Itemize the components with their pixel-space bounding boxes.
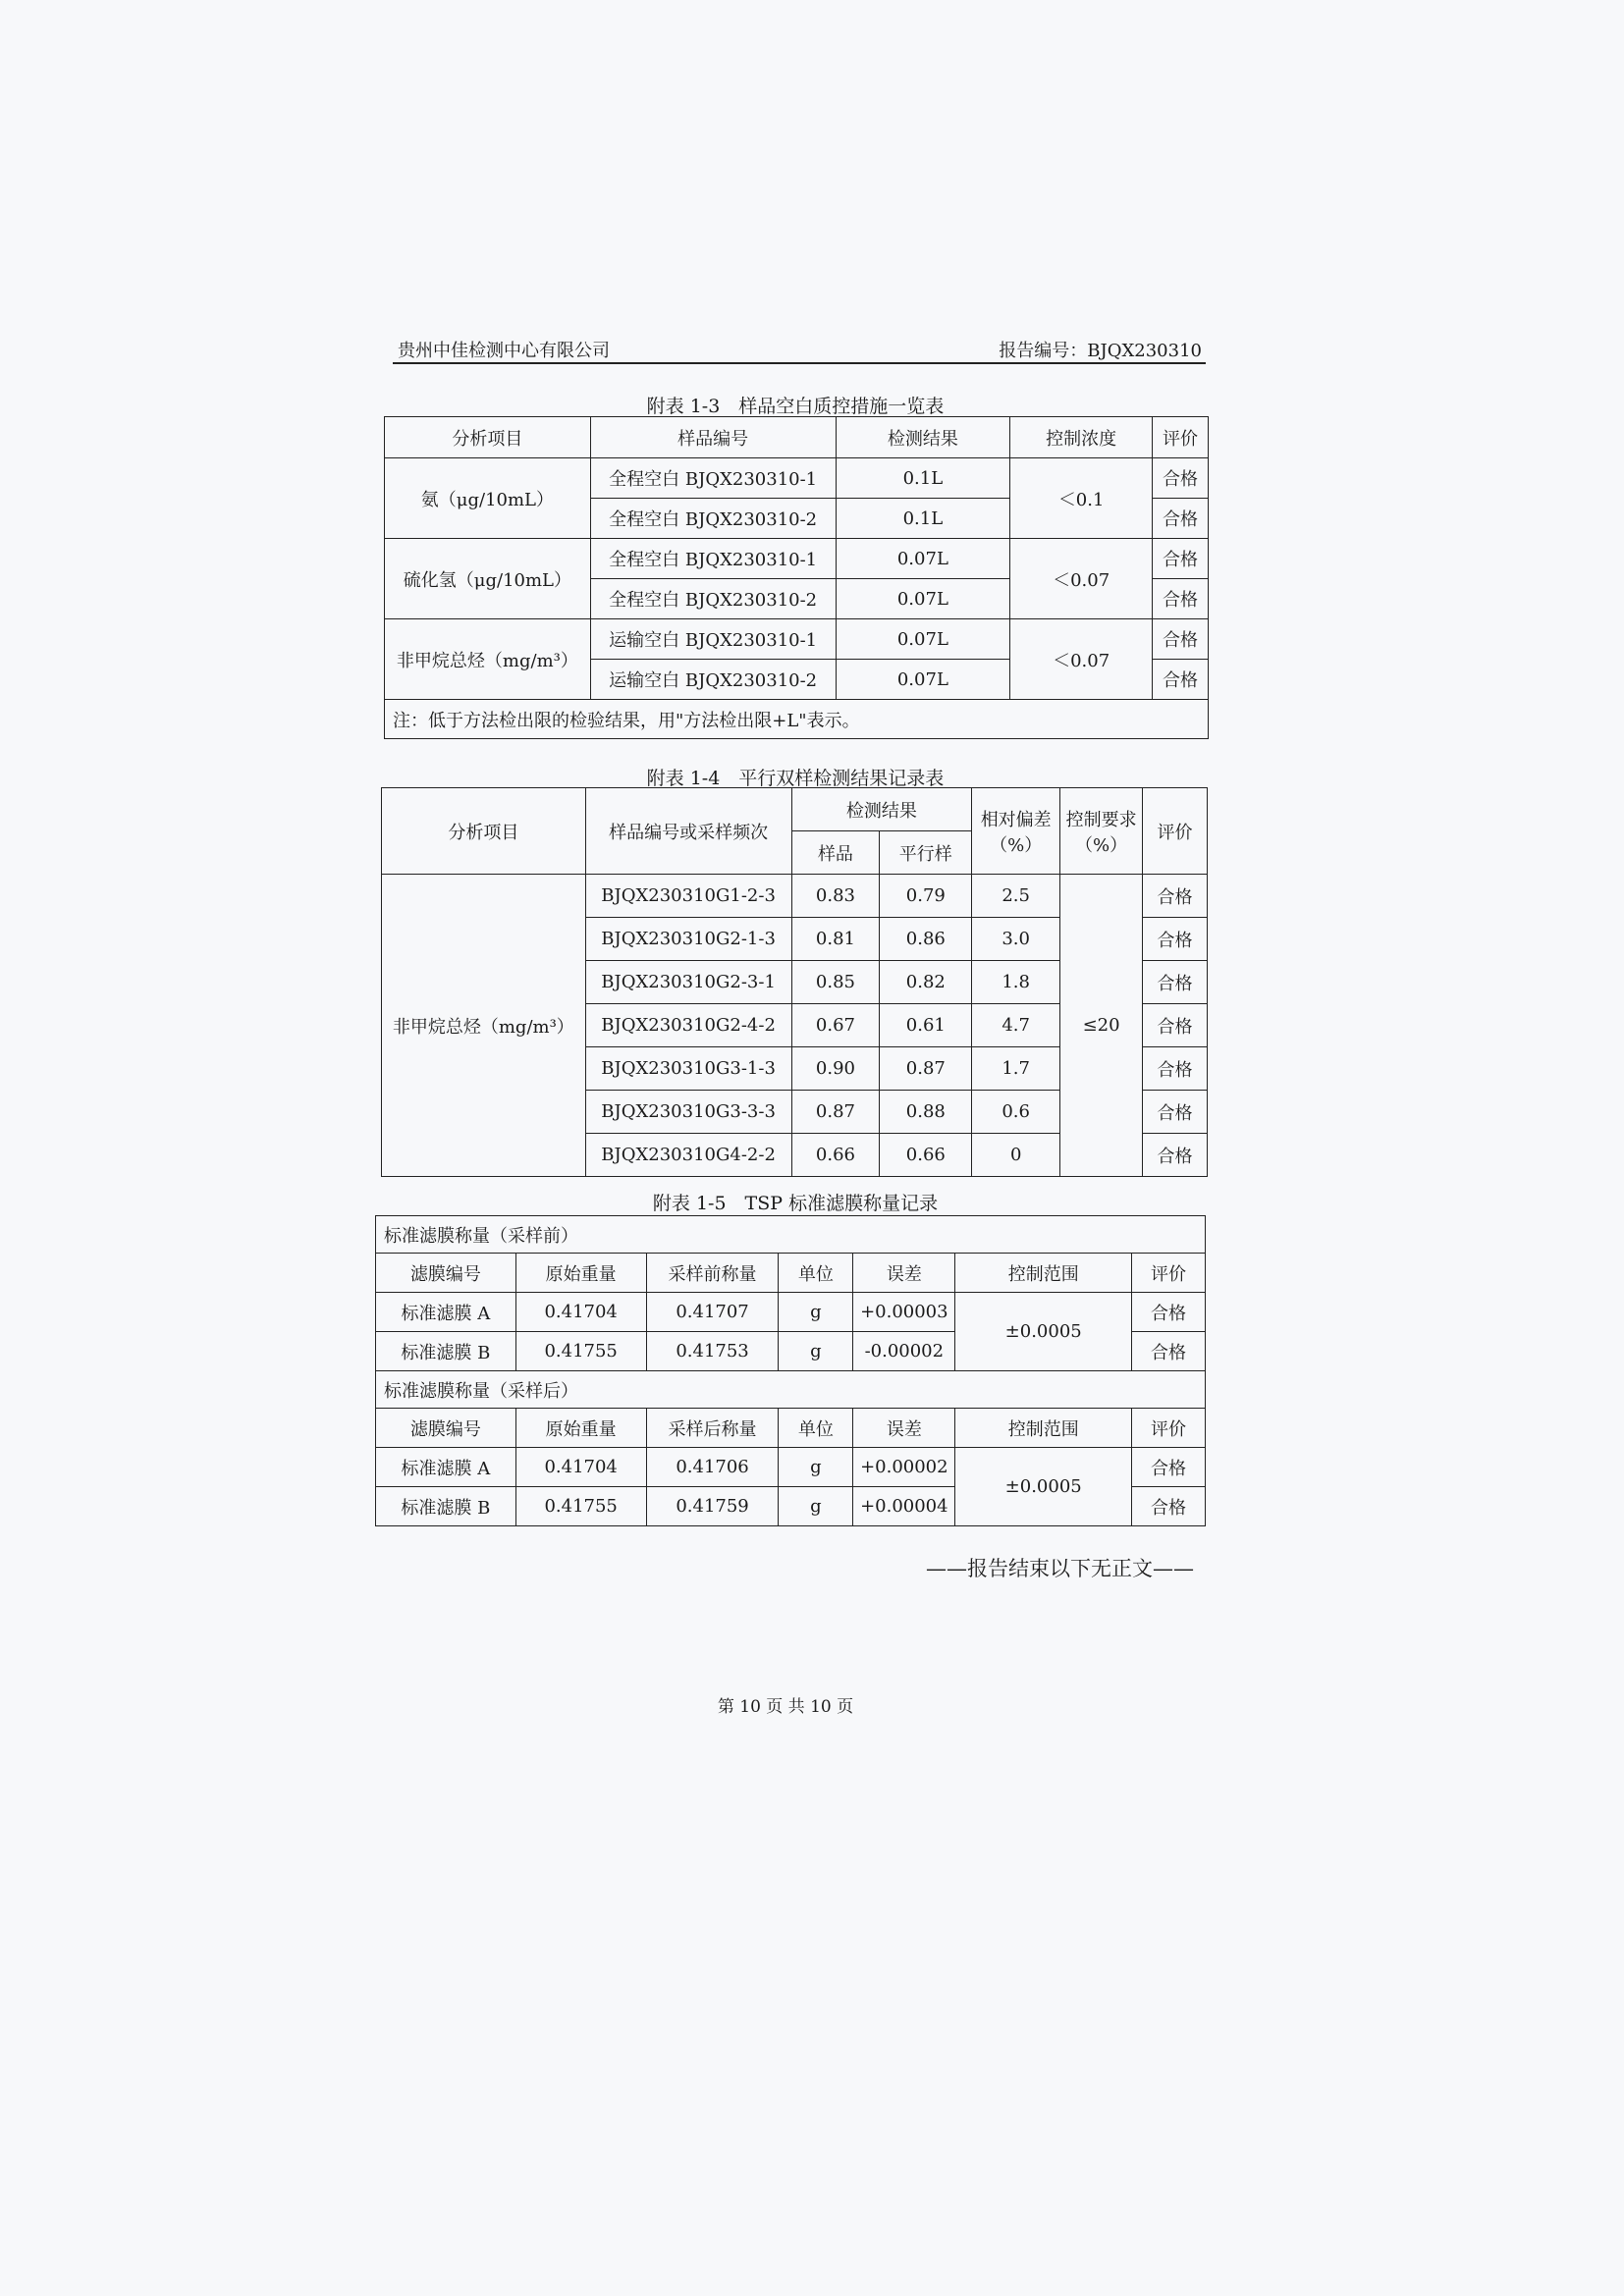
weighed-value: 0.41753 [646,1332,779,1371]
original-weight: 0.41704 [515,1448,646,1487]
parallel-value: 0.79 [880,875,972,918]
header-cell: 误差 [853,1254,955,1293]
sample-value: 0.90 [791,1047,880,1091]
header-cell: 控制浓度 [1010,417,1153,458]
header-cell: 分析项目 [385,417,591,458]
sample-id: BJQX230310G2-1-3 [585,918,791,961]
header-cell: 控制范围 [955,1254,1132,1293]
relative-deviation: 2.5 [972,875,1060,918]
parallel-value: 0.61 [880,1004,972,1047]
error: -0.00002 [853,1332,955,1371]
relative-deviation: 3.0 [972,918,1060,961]
section-title-before: 标准滤膜称量（采样前） [376,1216,1206,1254]
header-cell: 检测结果 [836,417,1010,458]
header-cell: 评价 [1153,417,1209,458]
header-cell: 检测结果 [791,788,972,831]
sample-id: 全程空白 BJQX230310-1 [590,458,836,499]
table15-caption: 附表 1-5 TSP 标准滤膜称量记录 [652,1193,939,1214]
evaluation: 合格 [1153,660,1209,700]
parallel-value: 0.87 [880,1047,972,1091]
table-header-row [376,1254,1206,1293]
analysis-item: 硫化氢（μg/10mL） [385,539,591,619]
evaluation: 合格 [1132,1487,1206,1526]
evaluation: 合格 [1143,1004,1208,1047]
table14-caption: 附表 1-4 平行双样检测结果记录表 [646,768,945,789]
filter-id: 标准滤膜 A [376,1448,516,1487]
header-cell: 原始重量 [515,1409,646,1448]
result: 0.07L [836,660,1010,700]
unit: g [779,1332,853,1371]
relative-deviation: 1.8 [972,961,1060,1004]
evaluation: 合格 [1153,539,1209,579]
weighed-value: 0.41707 [646,1293,779,1332]
parallel-value: 0.88 [880,1091,972,1134]
evaluation: 合格 [1143,875,1208,918]
analysis-item: 非甲烷总烃（mg/m³） [385,619,591,700]
header-rule [393,362,1206,364]
result: 0.07L [836,539,1010,579]
filter-id: 标准滤膜 A [376,1293,516,1332]
header-cell: 评价 [1132,1254,1206,1293]
sample-id: 运输空白 BJQX230310-1 [590,619,836,660]
header-cell: 评价 [1132,1409,1206,1448]
sample-id: BJQX230310G2-3-1 [585,961,791,1004]
sample-id: BJQX230310G4-2-2 [585,1134,791,1177]
original-weight: 0.41704 [515,1293,646,1332]
result: 0.07L [836,619,1010,660]
control-limit: ＜0.1 [1010,458,1153,539]
control-requirement: ≤20 [1060,875,1143,1177]
analysis-item: 非甲烷总烃（mg/m³） [382,875,586,1177]
sample-id: BJQX230310G3-3-3 [585,1091,791,1134]
sample-id: 运输空白 BJQX230310-2 [590,660,836,700]
relative-deviation: 0 [972,1134,1060,1177]
sample-id: BJQX230310G2-4-2 [585,1004,791,1047]
evaluation: 合格 [1132,1332,1206,1371]
evaluation: 合格 [1132,1293,1206,1332]
relative-deviation: 4.7 [972,1004,1060,1047]
relative-deviation: 0.6 [972,1091,1060,1134]
unit: g [779,1448,853,1487]
header-cell: 误差 [853,1409,955,1448]
original-weight: 0.41755 [515,1332,646,1371]
header-cell: 相对偏差（%） [972,788,1060,875]
evaluation: 合格 [1143,1047,1208,1091]
table14 [381,787,1208,1177]
sample-id: BJQX230310G1-2-3 [585,875,791,918]
header-cell: 评价 [1143,788,1208,875]
table-header-row [376,1409,1206,1448]
filter-id: 标准滤膜 B [376,1487,516,1526]
header-cell: 单位 [779,1254,853,1293]
analysis-item: 氨（μg/10mL） [385,458,591,539]
header-cell: 滤膜编号 [376,1254,516,1293]
control-limit: ＜0.07 [1010,619,1153,700]
section-row [376,1216,1206,1254]
sample-id: 全程空白 BJQX230310-2 [590,499,836,539]
header-cell: 滤膜编号 [376,1409,516,1448]
evaluation: 合格 [1153,499,1209,539]
table-row [385,539,1209,579]
header-cell: 样品编号 [590,417,836,458]
sample-id: BJQX230310G3-1-3 [585,1047,791,1091]
evaluation: 合格 [1153,619,1209,660]
table-note-row [385,700,1209,739]
header-cell: 采样前称量 [646,1254,779,1293]
result: 0.07L [836,579,1010,619]
table-row [385,458,1209,499]
evaluation: 合格 [1132,1448,1206,1487]
evaluation: 合格 [1143,1134,1208,1177]
sample-value: 0.85 [791,961,880,1004]
table15 [375,1215,1206,1526]
table-header-row [382,788,1208,831]
control-range: ±0.0005 [955,1448,1132,1526]
table-row [376,1293,1206,1332]
error: +0.00003 [853,1293,955,1332]
filter-id: 标准滤膜 B [376,1332,516,1371]
section-row [376,1371,1206,1409]
header-cell: 控制范围 [955,1409,1132,1448]
header-cell: 样品 [791,831,880,875]
company-name: 贵州中佳检测中心有限公司 [398,341,610,361]
evaluation: 合格 [1143,1091,1208,1134]
table-row [376,1448,1206,1487]
table13 [384,416,1209,739]
parallel-value: 0.86 [880,918,972,961]
parallel-value: 0.82 [880,961,972,1004]
control-range: ±0.0005 [955,1293,1132,1371]
report-number: 报告编号：BJQX230310 [999,341,1202,361]
evaluation: 合格 [1143,961,1208,1004]
table-row [382,875,1208,918]
sample-id: 全程空白 BJQX230310-1 [590,539,836,579]
evaluation: 合格 [1153,458,1209,499]
result: 0.1L [836,499,1010,539]
section-title-after: 标准滤膜称量（采样后） [376,1371,1206,1409]
weighed-value: 0.41759 [646,1487,779,1526]
header-cell: 采样后称量 [646,1409,779,1448]
header-cell: 分析项目 [382,788,586,875]
table-row [385,619,1209,660]
table13-caption: 附表 1-3 样品空白质控措施一览表 [646,396,945,417]
evaluation: 合格 [1143,918,1208,961]
error: +0.00002 [853,1448,955,1487]
error: +0.00004 [853,1487,955,1526]
sample-value: 0.81 [791,918,880,961]
header-cell: 单位 [779,1409,853,1448]
sample-value: 0.83 [791,875,880,918]
control-limit: ＜0.07 [1010,539,1153,619]
header-cell: 控制要求（%） [1060,788,1143,875]
header-cell: 原始重量 [515,1254,646,1293]
evaluation: 合格 [1153,579,1209,619]
header-cell: 样品编号或采样频次 [585,788,791,875]
report-end-text: ——报告结束以下无正文—— [926,1557,1194,1580]
result: 0.1L [836,458,1010,499]
page-number: 第 10 页 共 10 页 [717,1697,854,1717]
weighed-value: 0.41706 [646,1448,779,1487]
sample-id: 全程空白 BJQX230310-2 [590,579,836,619]
table-note: 注：低于方法检出限的检验结果，用"方法检出限+L"表示。 [385,700,1209,739]
header-cell: 平行样 [880,831,972,875]
parallel-value: 0.66 [880,1134,972,1177]
relative-deviation: 1.7 [972,1047,1060,1091]
unit: g [779,1487,853,1526]
sample-value: 0.87 [791,1091,880,1134]
sample-value: 0.67 [791,1004,880,1047]
unit: g [779,1293,853,1332]
original-weight: 0.41755 [515,1487,646,1526]
sample-value: 0.66 [791,1134,880,1177]
table-header-row [385,417,1209,458]
